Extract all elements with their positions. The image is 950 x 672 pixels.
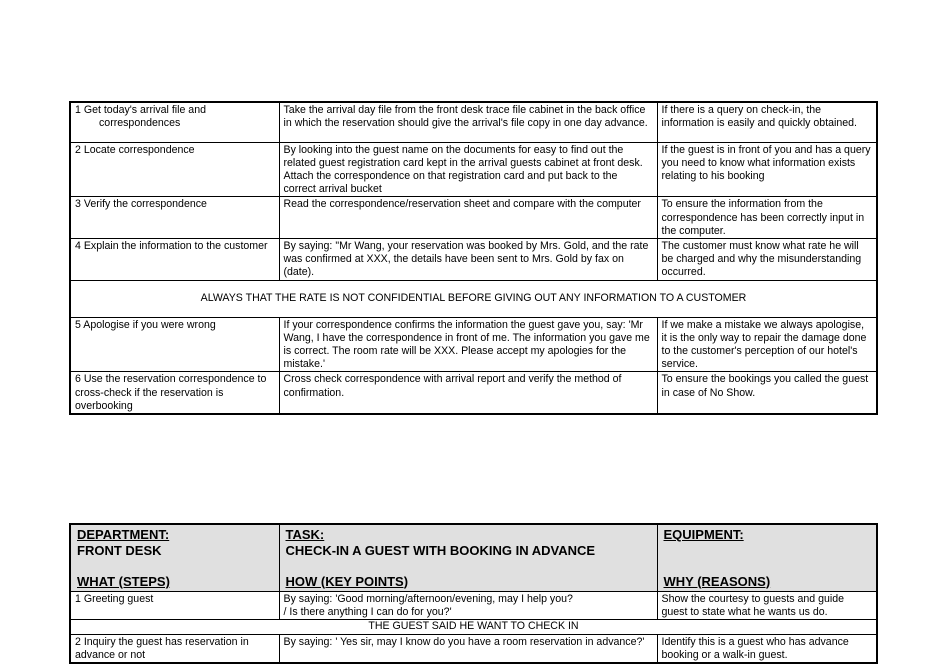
table-row xyxy=(70,372,877,414)
why-cell: Show the courtesy to guests and guide guest to state what he wants us do. xyxy=(657,592,877,620)
why-cell: If the guest is in front of you and has a query you need to know what information exists relating to his booking xyxy=(657,142,877,197)
notice-text: ALWAYS THAT THE RATE IS NOT CONFIDENTIAL BEFORE GIVING OUT ANY INFORMATION TO A CUSTOMER xyxy=(70,280,877,317)
department-header xyxy=(70,524,279,592)
sop-table-bottom xyxy=(69,523,878,664)
sop-table-top xyxy=(69,101,878,415)
why-cell: To ensure the bookings you called the guest in case of No Show. xyxy=(657,372,877,414)
step-cell: 6 Use the reservation correspondence to cross-check if the reservation is overbooking xyxy=(70,372,279,414)
step-cell: 1 Get today's arrival file and correspondences xyxy=(70,102,279,142)
table-row xyxy=(70,197,877,239)
how-key-points-heading: HOW (KEY POINTS) xyxy=(285,573,409,589)
how-cell: By saying: 'Good morning/afternoon/evening, may I help you? / Is there anything I can do for you?' xyxy=(279,592,657,620)
step-cell: 3 Verify the correspondence xyxy=(70,197,279,239)
why-reasons-heading: WHY (REASONS) xyxy=(663,573,771,589)
header-row xyxy=(70,524,877,592)
why-cell: To ensure the information from the correspondence has been correctly input in the computer. xyxy=(657,197,877,239)
task-value: CHECK-IN A GUEST WITH BOOKING IN ADVANCE xyxy=(285,542,596,558)
equipment-header xyxy=(657,524,877,592)
table-row xyxy=(70,102,877,142)
how-cell: Cross check correspondence with arrival report and verify the method of confirmation. xyxy=(279,372,657,414)
equipment-label: EQUIPMENT: xyxy=(663,527,744,542)
notice-row xyxy=(70,280,877,317)
how-cell: If your correspondence confirms the information the guest gave you, say: 'Mr Wang, I have the correspondence in front of me. The information you gave me is correct. The room rate will be XXX. Please accept my apologies for the mistake.' xyxy=(279,317,657,372)
table-row xyxy=(70,634,877,663)
what-steps-heading: WHAT (STEPS) xyxy=(77,573,170,589)
table-row xyxy=(70,142,877,197)
step-cell: 2 Inquiry the guest has reservation in advance or not xyxy=(70,634,279,663)
table-row xyxy=(70,592,877,620)
how-cell: By saying: ' Yes sir, may I know do you have a room reservation in advance?' xyxy=(279,634,657,663)
department-label: DEPARTMENT: xyxy=(77,527,170,542)
step-cell: 1 Greeting guest xyxy=(70,592,279,620)
task-label: TASK: xyxy=(285,527,325,542)
task-header xyxy=(279,524,657,592)
step-cell: 5 Apologise if you were wrong xyxy=(70,317,279,372)
why-cell: If there is a query on check-in, the information is easily and quickly obtained. xyxy=(657,102,877,142)
why-cell: Identify this is a guest who has advance booking or a walk-in guest. xyxy=(657,634,877,663)
how-cell: By saying: "Mr Wang, your reservation was booked by Mrs. Gold, and the rate was confirmed at XXX, the details have been sent to Mrs. Gold by fax on (date). xyxy=(279,238,657,280)
step-cell: 4 Explain the information to the customer xyxy=(70,238,279,280)
how-cell: Take the arrival day file from the front desk trace file cabinet in the back office in which the reservation should give the arrival's file copy in one day advance. xyxy=(279,102,657,142)
step-cell: 2 Locate correspondence xyxy=(70,142,279,197)
guest-notice-text: THE GUEST SAID HE WANT TO CHECK IN xyxy=(70,620,877,634)
how-cell: Read the correspondence/reservation sheet and compare with the computer xyxy=(279,197,657,239)
why-cell: The customer must know what rate he will be charged and why the misunderstanding occurred. xyxy=(657,238,877,280)
how-cell: By looking into the guest name on the documents for easy to find out the related guest registration card kept in the arrival guests cabinet at front desk. Attach the correspondence on that registration card and put back to the correct arrival bucket xyxy=(279,142,657,197)
department-value: FRONT DESK xyxy=(77,542,162,558)
why-cell: If we make a mistake we always apologise, it is the only way to repair the damage done to the customer's perception of our hotel's service. xyxy=(657,317,877,372)
table-row xyxy=(70,238,877,280)
table-row xyxy=(70,317,877,372)
notice-row xyxy=(70,620,877,634)
